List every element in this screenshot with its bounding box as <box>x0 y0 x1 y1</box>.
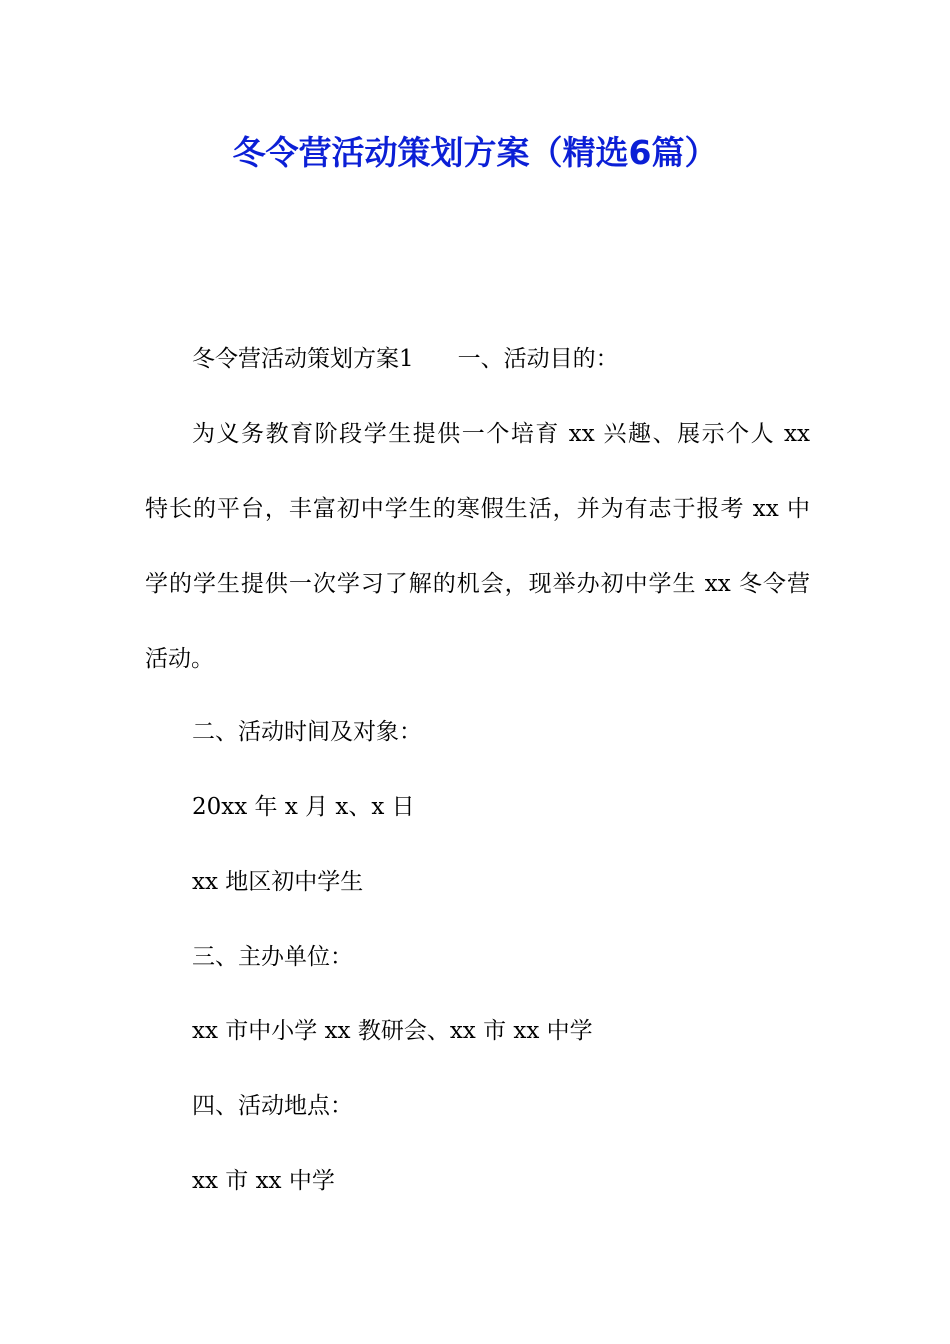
plan-heading-line <box>192 344 619 374</box>
section-4-content: xx 市 xx 中学 <box>192 1168 335 1194</box>
purpose-line-2: 特长的平台，丰富初中学生的寒假生活，并为有志于报考 xx 中 <box>145 496 810 522</box>
section-2-target: xx 地区初中学生 <box>192 869 364 895</box>
section-3-content: xx 市中小学 xx 教研会、xx 市 xx 中学 <box>192 1018 593 1044</box>
purpose-line-1: 为义务教育阶段学生提供一个培育 xx 兴趣、展示个人 xx <box>192 421 810 447</box>
section-2-date: 20xx 年 x 月 x、x 日 <box>192 794 415 820</box>
section-4-heading: 四、活动地点： <box>192 1093 353 1119</box>
section-2-heading: 二、活动时间及对象： <box>192 719 422 745</box>
section-1-heading: 一、活动目的： <box>457 346 619 372</box>
purpose-line-3: 学的学生提供一次学习了解的机会，现举办初中学生 xx 冬令营 <box>145 571 810 597</box>
purpose-line-4: 活动。 <box>145 646 214 672</box>
plan-heading: 冬令营活动策划方案1 <box>192 346 414 372</box>
document-title: 冬令营活动策划方案（精选6篇） <box>232 133 718 172</box>
section-3-heading: 三、主办单位： <box>192 944 353 970</box>
